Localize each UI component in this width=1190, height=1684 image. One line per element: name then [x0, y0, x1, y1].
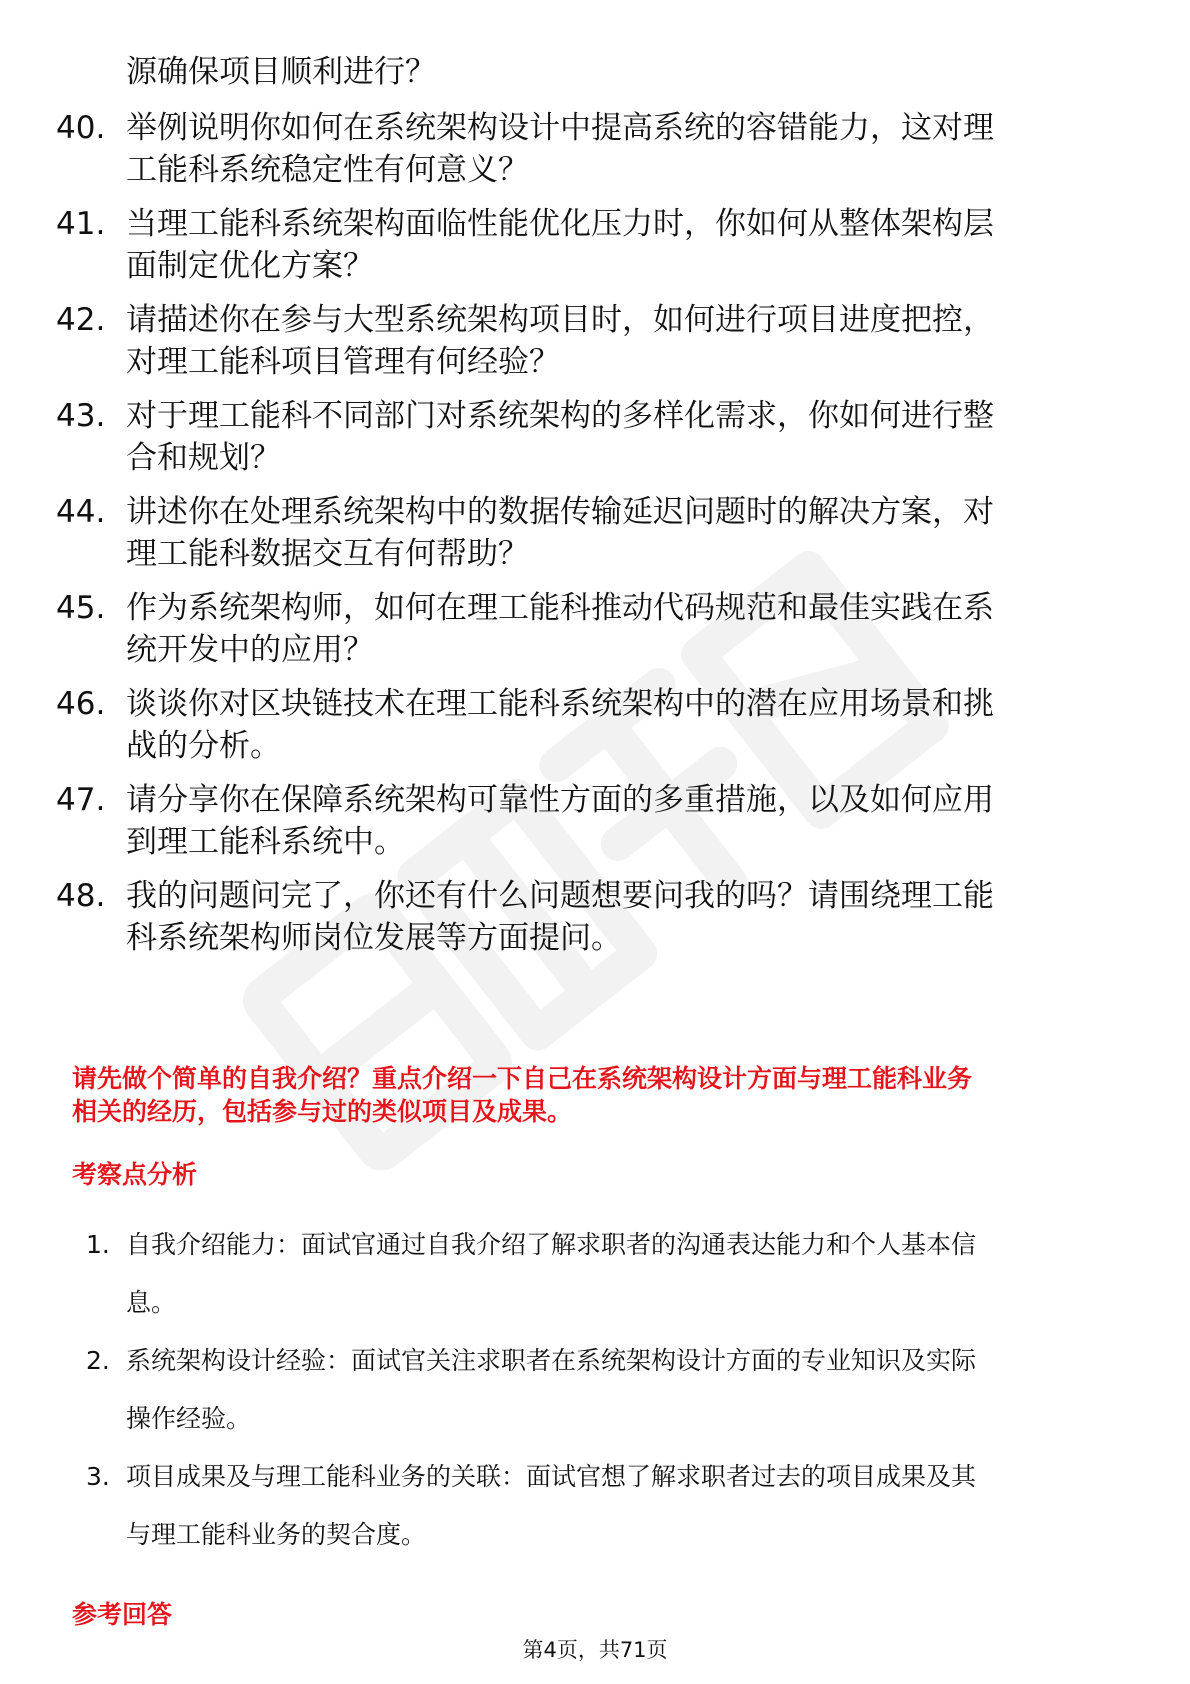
- reference-answer-heading: 参考回答: [72, 1600, 173, 1629]
- question-item-40: [0, 108, 1190, 192]
- question-text-line: 面制定优化方案？: [126, 248, 374, 284]
- question-number: 45.: [56, 590, 106, 626]
- question-number: 47.: [56, 782, 106, 818]
- featured-question-line: 相关的经历，包括参与过的类似项目及成果。: [72, 1097, 573, 1126]
- question-text-line: 合和规划？: [126, 440, 281, 476]
- analysis-number: 2.: [86, 1346, 110, 1375]
- question-text-line: 讲述你在处理系统架构中的数据传输延迟问题时的解决方案，对: [126, 494, 994, 530]
- analysis-item-2: [0, 1344, 1190, 1454]
- question-item-41: [0, 204, 1190, 288]
- analysis-item-1: [0, 1228, 1190, 1338]
- question-text-line: 科系统架构师岗位发展等方面提问。: [126, 920, 622, 956]
- featured-question: [72, 1062, 972, 1128]
- question-number: 48.: [56, 878, 106, 914]
- question-item-43: [0, 396, 1190, 480]
- featured-question-line: 请先做个简单的自我介绍？重点介绍一下自己在系统架构设计方面与理工能科业务: [72, 1064, 973, 1093]
- analysis-number: 1.: [86, 1230, 110, 1259]
- question-item-46: [0, 684, 1190, 768]
- question-text-line: 请分享你在保障系统架构可靠性方面的多重措施，以及如何应用: [126, 782, 994, 818]
- question-item-42: [0, 300, 1190, 384]
- analysis-text-line: 自我介绍能力：面试官通过自我介绍了解求职者的沟通表达能力和个人基本信: [126, 1230, 977, 1259]
- question-text-line: 举例说明你如何在系统架构设计中提高系统的容错能力，这对理: [126, 110, 994, 146]
- question-number: 42.: [56, 302, 106, 338]
- question-item-47: [0, 780, 1190, 864]
- analysis-heading: 考察点分析: [72, 1160, 198, 1189]
- question-number: 43.: [56, 398, 106, 434]
- question-text-line: 战的分析。: [126, 728, 281, 764]
- question-number: 46.: [56, 686, 106, 722]
- analysis-text-line: 系统架构设计经验：面试官关注求职者在系统架构设计方面的专业知识及实际: [126, 1346, 977, 1375]
- question-text-line: 请描述你在参与大型系统架构项目时，如何进行项目进度把控，: [126, 302, 994, 338]
- question-39-continuation: 源确保项目顺利进行？: [126, 54, 436, 90]
- question-text-line: 理工能科数据交互有何帮助？: [126, 536, 529, 572]
- question-text-line: 谈谈你对区块链技术在理工能科系统架构中的潜在应用场景和挑: [126, 686, 994, 722]
- question-text-line: 当理工能科系统架构面临性能优化压力时，你如何从整体架构层: [126, 206, 994, 242]
- question-item-45: [0, 588, 1190, 672]
- question-text-line: 统开发中的应用？: [126, 632, 374, 668]
- question-item-48: [0, 876, 1190, 960]
- analysis-number: 3.: [86, 1462, 110, 1491]
- question-text-line: 对理工能科项目管理有何经验？: [126, 344, 560, 380]
- analysis-text-line: 操作经验。: [126, 1404, 252, 1433]
- question-number: 44.: [56, 494, 106, 530]
- question-item-44: [0, 492, 1190, 576]
- question-number: 40.: [56, 110, 106, 146]
- question-text-line: 作为系统架构师，如何在理工能科推动代码规范和最佳实践在系: [126, 590, 994, 626]
- analysis-item-3: [0, 1460, 1190, 1570]
- analysis-text-line: 与理工能科业务的契合度。: [126, 1520, 427, 1549]
- question-number: 41.: [56, 206, 106, 242]
- question-text-line: 对于理工能科不同部门对系统架构的多样化需求，你如何进行整: [126, 398, 994, 434]
- question-text-line: 我的问题问完了，你还有什么问题想要问我的吗？请围绕理工能: [126, 878, 994, 914]
- analysis-text-line: 息。: [126, 1288, 177, 1317]
- analysis-text-line: 项目成果及与理工能科业务的关联：面试官想了解求职者过去的项目成果及其: [126, 1462, 977, 1491]
- page-number-footer: 第4页，共71页: [522, 1638, 668, 1662]
- question-text-line: 到理工能科系统中。: [126, 824, 405, 860]
- question-text-line: 工能科系统稳定性有何意义？: [126, 152, 529, 188]
